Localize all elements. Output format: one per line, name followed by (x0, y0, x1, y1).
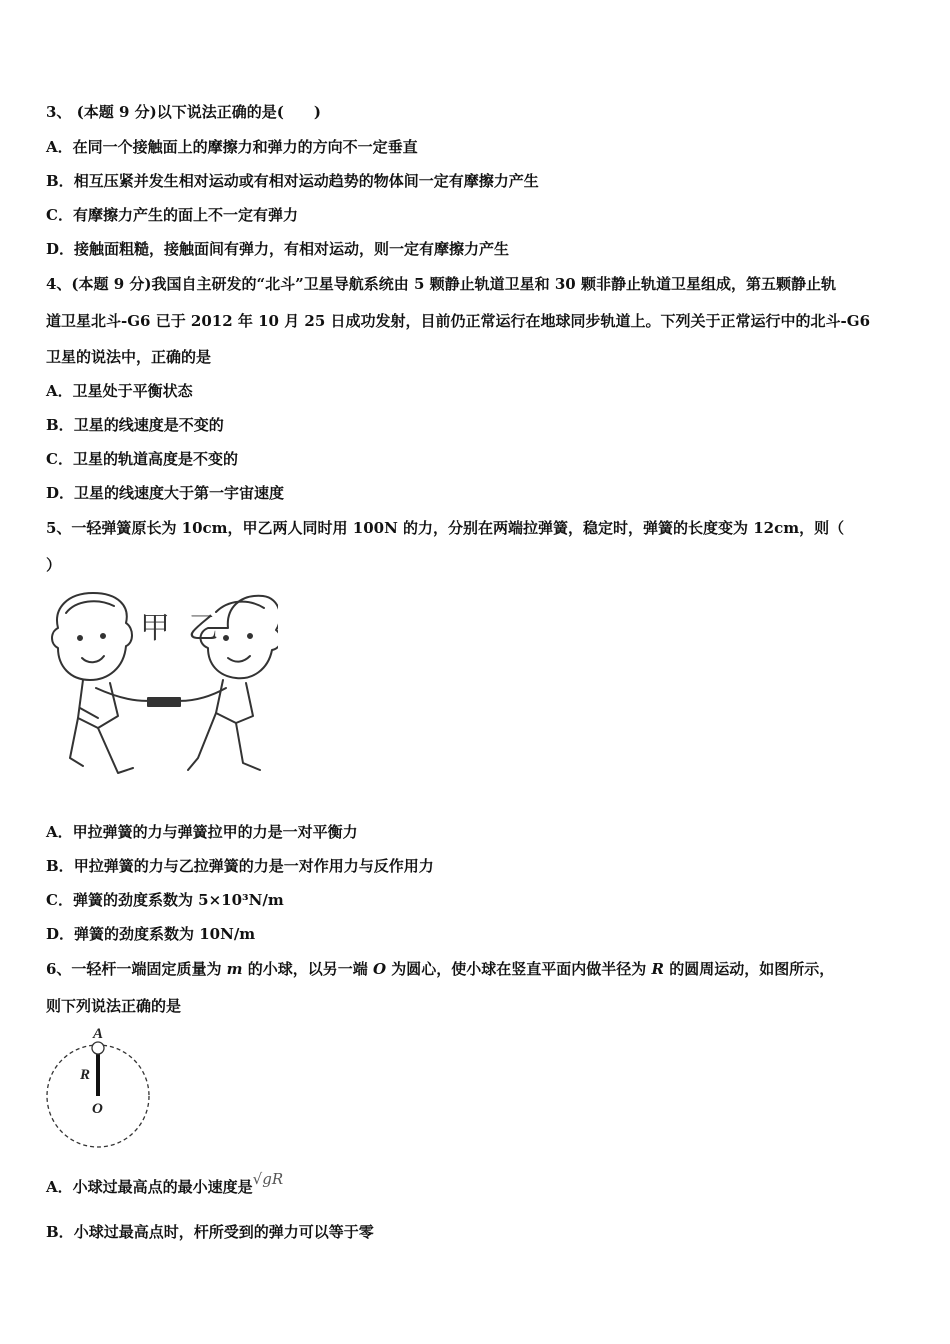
option-text: 甲拉弹簧的力与弹簧拉甲的力是一对平衡力 (72, 823, 358, 841)
option-text: 弹簧的劲度系数为 5×10³N/m (72, 891, 284, 909)
option-text: 卫星的线速度大于第一宇宙速度 (74, 484, 285, 502)
q3-stem: 3、 (本题 9 分)以下说法正确的是( ) (46, 103, 321, 121)
sqrt-formula: √gR (252, 1170, 284, 1188)
q3-option-c (46, 205, 298, 225)
figure-label-a: A (93, 1026, 104, 1042)
q5-option-d (46, 924, 255, 944)
option-text: 相互压紧并发生相对运动或有相对运动趋势的物体间一定有摩擦力产生 (73, 172, 539, 190)
two-boys-pulling-spring-figure (48, 588, 278, 798)
option-text: 弹簧的劲度系数为 10N/m (74, 925, 256, 943)
option-letter: C． (46, 450, 73, 468)
option-letter: B． (46, 172, 74, 190)
q5-option-a (46, 822, 358, 842)
q4-stem-line2: 道卫星北斗-G6 已于 2012 年 10 月 25 日成功发射，目前仍正常运行在地球同步轨道上。下列关于正常运行中的北斗-G6 (46, 312, 871, 330)
option-letter: A． (46, 823, 73, 841)
option-letter: C． (46, 206, 73, 224)
q4-option-c (46, 449, 238, 469)
q6-stem-part3: 为圆心，使小球在竖直平面内做半径为 (386, 960, 652, 978)
figure-label-r: R (80, 1067, 91, 1083)
option-letter: B． (46, 416, 74, 434)
option-letter: A． (46, 138, 73, 156)
q3-option-a (46, 137, 418, 157)
q4-stem-line3: 卫星的说法中，正确的是 (46, 348, 212, 366)
option-text: 卫星的轨道高度是不变的 (72, 450, 238, 468)
option-text: 接触面粗糙，接触面间有弹力，有相对运动，则一定有摩擦力产生 (74, 240, 510, 258)
option-text: 卫星处于平衡状态 (72, 382, 193, 400)
q6-stem-part2: 的小球，以另一端 (242, 960, 373, 978)
q6-stem-part4: 的圆周运动，如图所示， (664, 960, 835, 978)
q6-stem-line2: 则下列说法正确的是 (46, 997, 182, 1015)
option-text: 小球过最高点时，杆所受到的弹力可以等于零 (73, 1223, 374, 1241)
q6-stem-part1: 6、一轻杆一端固定质量为 (46, 960, 227, 978)
q4-option-a (46, 381, 193, 401)
q5-stem-line1: 5、一轻弹簧原长为 10cm，甲乙两人同时用 100N 的力，分别在两端拉弹簧，稳定时，弹簧的长度变为 12cm，则（ (46, 519, 845, 537)
option-text: 在同一个接触面上的摩擦力和弹力的方向不一定垂直 (72, 138, 418, 156)
option-text: 卫星的线速度是不变的 (73, 416, 224, 434)
mass-symbol: m (226, 960, 243, 978)
figure-label-o: O (92, 1101, 103, 1117)
q6-stem-line1 (46, 959, 834, 979)
option-text: 甲拉弹簧的力与乙拉弹簧的力是一对作用力与反作用力 (73, 857, 434, 875)
figure-label-jia: 甲 (140, 611, 170, 646)
option-letter: D． (46, 484, 75, 502)
option-letter: B． (46, 1223, 74, 1241)
q4-option-d (46, 483, 284, 503)
q3-option-b (46, 171, 539, 191)
option-text: 小球过最高点的最小速度是 (72, 1178, 253, 1196)
q4-stem-line1: 4、(本题 9 分)我国自主研发的“北斗”卫星导航系统由 5 颗静止轨道卫星和 30 颗非静止轨道卫星组成，第五颗静止轨 (46, 275, 836, 293)
circular-motion-figure (42, 1022, 157, 1152)
center-symbol: O (373, 960, 387, 978)
option-letter: D． (46, 240, 75, 258)
q4-option-b (46, 415, 224, 435)
q5-option-b (46, 856, 434, 876)
ball (92, 1042, 104, 1054)
option-letter: D． (46, 925, 75, 943)
option-letter: A． (46, 1178, 73, 1196)
option-letter: B． (46, 857, 74, 875)
q3-option-d (46, 239, 509, 259)
q6-option-a (46, 1170, 284, 1197)
option-text: 有摩擦力产生的面上不一定有弹力 (72, 206, 298, 224)
option-letter: A． (46, 382, 73, 400)
radius-symbol: R (651, 960, 664, 978)
q6-option-b (46, 1222, 374, 1242)
q5-option-c (46, 890, 284, 910)
figure-label-yi: 乙 (188, 611, 218, 646)
q5-stem-line2: ） (46, 556, 62, 574)
option-letter: C． (46, 891, 73, 909)
